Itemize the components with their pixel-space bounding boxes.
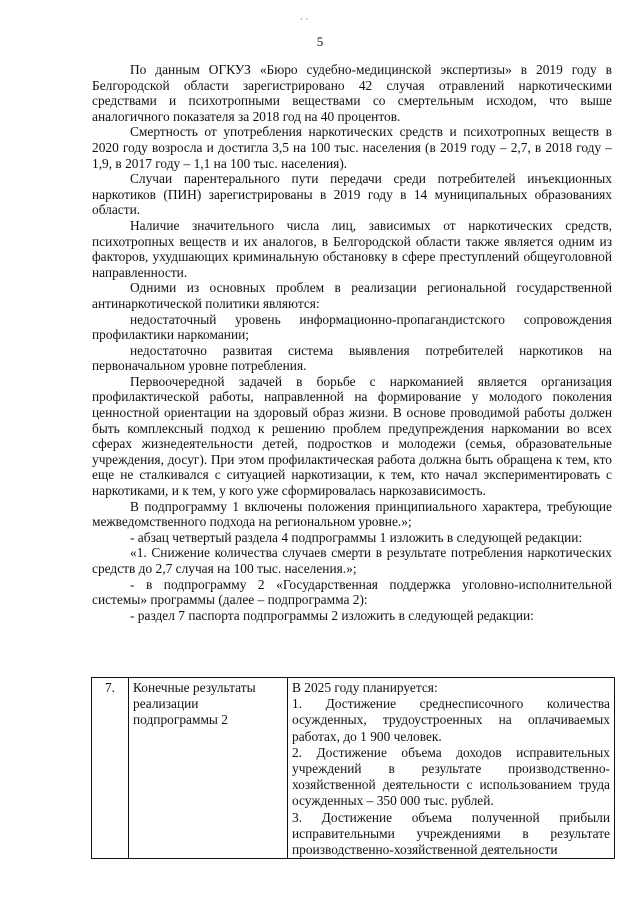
row-label: Конечные результаты реализации подпрограммы 2: [129, 678, 288, 859]
paragraph-mortality: Смертность от употребления наркотических средств и психотропных веществ в 2020 году возросла и достигла 3,5 на 100 тыс. населения (в 2019 году – 2,7, в 2018 году – 1,9, в 2017 году – 1,1 на 100 тыс. населения).: [92, 124, 612, 171]
list-item-information: недостаточный уровень информационно-пропагандистского сопровождения профилактики наркомании;: [92, 311, 612, 343]
paragraph-priority-task: Первоочередной задачей в борьбе с наркоманией является организация профилактической работы, направленной на формирование у молодого поколения ценностной ориентации на здоровый образ жизни. В основе проводимой работы должен быть комплексный подход к решению проблем предупреждения наркомании во всех сферах жизнедеятельности детей, подростков и молодежи (семья, образовательные учреждения, досуг). При этом профилактическая работа должна быть обращена к тем, кто еще не сталкивался с ситуацией наркотизации, к тем, кто начал экспериментировать с наркотиками, и к тем, у кого уже сформировалась наркозависимость.: [92, 373, 612, 499]
document-body: [92, 62, 612, 623]
paragraph-subprogram-1: В подпрограмму 1 включены положения принципиального характера, требующие межведомственного подхода на региональном уровне.»;: [92, 498, 612, 530]
paragraph-problems-intro: Одними из основных проблем в реализации региональной государственной антинаркотической политики являются:: [92, 280, 612, 311]
table-row: [92, 678, 615, 859]
passport-table: [91, 677, 615, 859]
row-number: 7.: [92, 678, 129, 859]
content-item-1: 1. Достижение среднесписочного количества осужденных, трудоустроенных на оплачиваемых работах, до 1 900 человек.: [292, 696, 610, 744]
paragraph-amendment-section-4: - абзац четвертый раздела 4 подпрограммы 1 изложить в следующей редакции:: [130, 529, 583, 545]
scan-mark: · ·: [300, 14, 309, 24]
paragraph-forensic-data: По данным ОГКУЗ «Бюро судебно-медицинской экспертизы» в 2019 году в Белгородской области зарегистрировано 42 случая отравлений наркотическими средствами и психотропными веществами со смертельным исходом, что выше аналогичного показателя за 2018 год на 40 процентов.: [92, 62, 612, 124]
content-item-3: 3. Достижение объема полученной прибыли исправительными учреждениями в результате производственно-хозяйственной деятельности: [292, 809, 610, 858]
page-number: 5: [316, 34, 324, 49]
list-item-detection: недостаточно развитая система выявления потребителей наркотиков на первоначальном уровне потребления.: [92, 342, 612, 374]
paragraph-parenteral: Случаи парентерального пути передачи среди потребителей инъекционных наркотиков (ПИН) зарегистрированы в 2019 году в 14 муниципальных образованиях области.: [92, 171, 612, 218]
row-content: [288, 678, 615, 859]
content-item-2: 2. Достижение объема доходов исправительных учреждений в результате производственно-хозяйственной деятельности с использованием труда осужденных – 350 000 тыс. рублей.: [292, 744, 610, 809]
paragraph-subprogram-2: - в подпрограмму 2 «Государственная поддержка уголовно-исполнительной системы» программы (далее – подпрограмма 2):: [92, 576, 612, 608]
paragraph-amendment-section-7: - раздел 7 паспорта подпрограммы 2 изложить в следующей редакции:: [130, 607, 534, 623]
content-line-planned: В 2025 году планируется:: [292, 680, 438, 695]
paragraph-dependency: Наличие значительного числа лиц, зависимых от наркотических средств, психотропных веществ и их аналогов, в Белгородской области также является одним из факторов, ухудшающих криминальную обстановку в сфере преступлений общеуголовной направленности.: [92, 217, 612, 280]
paragraph-mortality-target: «1. Снижение количества случаев смерти в результате потребления наркотических средств до 2,7 случая на 100 тыс. населения.»;: [92, 545, 612, 576]
